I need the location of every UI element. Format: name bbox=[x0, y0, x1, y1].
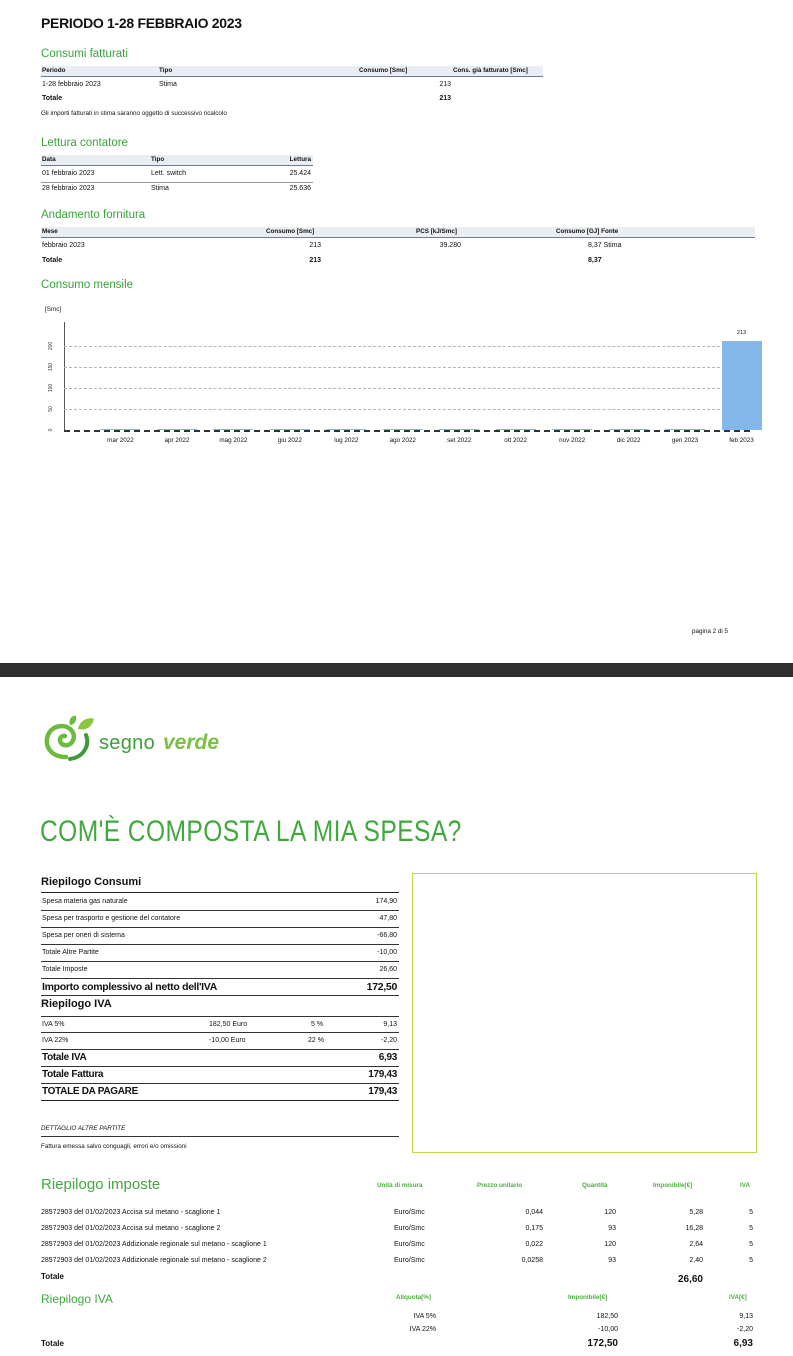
table-row bbox=[41, 1323, 755, 1337]
cell-imponibile: 2,64 bbox=[689, 1241, 703, 1248]
cell-imponibile: 2,40 bbox=[689, 1257, 703, 1264]
iva-label: IVA 22% bbox=[42, 1037, 69, 1044]
totale-fattura-row bbox=[41, 1067, 399, 1084]
cell-iva: 5 bbox=[749, 1225, 753, 1232]
iva-rate: 5 % bbox=[311, 1021, 324, 1028]
col-cons-gia-fatturato: Cons. già fatturato [Smc] bbox=[453, 67, 528, 74]
table-row bbox=[41, 1016, 399, 1033]
chart-ytick-label: 150 bbox=[48, 362, 54, 372]
logo-text-bold: verde bbox=[163, 731, 220, 754]
cell-data: 28 febbraio 2023 bbox=[42, 185, 95, 192]
table-row bbox=[41, 962, 399, 979]
totale-fattura-label: Totale Fattura bbox=[42, 1069, 104, 1080]
cell-iva: -2,20 bbox=[737, 1326, 753, 1333]
cell-imponibile: 182,50 bbox=[596, 1313, 618, 1320]
col-periodo: Periodo bbox=[42, 67, 66, 74]
chart-bar bbox=[383, 429, 423, 430]
cell-mese: febbraio 2023 bbox=[42, 242, 85, 249]
chart-gridline bbox=[64, 346, 750, 347]
consumi-fatturati-title: Consumi fatturati bbox=[41, 48, 128, 60]
logo-text-light: segno bbox=[99, 732, 155, 754]
chart-xtick-label: apr 2022 bbox=[164, 437, 190, 444]
total-label: Totale bbox=[42, 257, 63, 264]
cell-descrizione: 28572903 del 01/02/2023 Addizionale regionale sul metano - scaglione 2 bbox=[41, 1257, 267, 1264]
col-quantita: Quantità bbox=[582, 1182, 608, 1189]
cell-tipo: Stima bbox=[159, 81, 177, 88]
cell-unita: Euro/Smc bbox=[394, 1257, 425, 1264]
total-iva: 6,93 bbox=[733, 1338, 753, 1349]
cell-unita: Euro/Smc bbox=[394, 1209, 425, 1216]
chart-xtick-label: set 2022 bbox=[447, 437, 472, 444]
cell-imponibile: 16,28 bbox=[685, 1225, 703, 1232]
chart-xtick-label: mag 2022 bbox=[219, 437, 248, 444]
page-number: pagina 2 di 5 bbox=[692, 628, 729, 635]
dettaglio-altre-partite-title: DETTAGLIO ALTRE PARTITE bbox=[41, 1125, 126, 1132]
cell-periodo: 1-28 febbraio 2023 bbox=[42, 81, 101, 88]
cell-quantita: 120 bbox=[604, 1209, 616, 1216]
main-title: COM'È COMPOSTA LA MIA SPESA? bbox=[40, 815, 462, 848]
cell-prezzo: 0,022 bbox=[525, 1241, 543, 1248]
cell-prezzo: 0,044 bbox=[525, 1209, 543, 1216]
cell-aliquota: IVA 5% bbox=[413, 1313, 436, 1320]
col-imponibile: Imponibile[€] bbox=[568, 1294, 608, 1301]
chart-bar bbox=[665, 429, 705, 430]
chart-xtick-label: gen 2023 bbox=[671, 437, 699, 444]
chart-ylabel: [Smc] bbox=[45, 306, 62, 313]
table-row bbox=[41, 945, 399, 962]
col-mese: Mese bbox=[42, 228, 58, 235]
cell-lettura: 25.424 bbox=[289, 170, 311, 177]
chart-xtick-label: dic 2022 bbox=[616, 437, 641, 444]
chart-xtick-label: giu 2022 bbox=[277, 437, 302, 444]
page-divider bbox=[0, 663, 793, 677]
chart-xtick-label: ott 2022 bbox=[504, 437, 528, 444]
cell-tipo: Stima bbox=[151, 185, 169, 192]
totale-fattura-value: 179,43 bbox=[368, 1069, 397, 1080]
cell-unita: Euro/Smc bbox=[394, 1225, 425, 1232]
chart-bar bbox=[439, 429, 479, 430]
row-label: Spesa materia gas naturale bbox=[42, 898, 128, 905]
row-value: 47,80 bbox=[379, 915, 397, 922]
chart-bar bbox=[552, 429, 592, 430]
period-title: PERIODO 1-28 FEBBRAIO 2023 bbox=[41, 15, 242, 31]
col-iva-eur: IVA[€] bbox=[729, 1294, 747, 1301]
cell-iva: 5 bbox=[749, 1257, 753, 1264]
table-row bbox=[41, 894, 399, 911]
cell-iva: 5 bbox=[749, 1241, 753, 1248]
consumo-mensile-chart bbox=[0, 0, 793, 450]
totale-iva-label: Totale IVA bbox=[42, 1052, 87, 1063]
chart-bar bbox=[609, 429, 649, 430]
col-lettura: Lettura bbox=[289, 156, 311, 163]
cell-imponibile: -10,00 bbox=[598, 1326, 618, 1333]
total-label: Totale bbox=[41, 1339, 64, 1348]
importo-value: 172,50 bbox=[366, 981, 397, 993]
row-label: Spesa per trasporto e gestione del contatore bbox=[42, 915, 181, 922]
chart-xtick-label: lug 2022 bbox=[334, 437, 359, 444]
cell-descrizione: 28572903 del 01/02/2023 Addizionale regionale sul metano - scaglione 1 bbox=[41, 1241, 267, 1248]
cell-aliquota: IVA 22% bbox=[409, 1326, 436, 1333]
row-label: Totale Altre Partite bbox=[42, 949, 99, 956]
table-row bbox=[41, 1254, 755, 1268]
chart-gridline bbox=[64, 409, 750, 410]
cell-unita: Euro/Smc bbox=[394, 1241, 425, 1248]
chart-ytick-label: 0 bbox=[48, 428, 54, 432]
chart-ytick-label: 50 bbox=[48, 406, 54, 412]
total-value: 26,60 bbox=[677, 1274, 703, 1285]
cell-consumo: 213 bbox=[439, 81, 451, 88]
chart-xtick-label: ago 2022 bbox=[389, 437, 416, 444]
total-consumo: 213 bbox=[309, 257, 321, 264]
total-imponibile: 172,50 bbox=[587, 1338, 618, 1349]
cell-gj-fonte: 8,37 Stima bbox=[588, 242, 622, 249]
cell-iva: 9,13 bbox=[739, 1313, 753, 1320]
iva-label: IVA 5% bbox=[42, 1021, 65, 1028]
table-total-row bbox=[41, 1337, 755, 1351]
col-imponibile: Imponibile[€] bbox=[653, 1182, 693, 1189]
cell-imponibile: 5,28 bbox=[689, 1209, 703, 1216]
chart-bar bbox=[326, 429, 366, 430]
table-total-row bbox=[41, 1270, 755, 1284]
cell-descrizione: 28572903 del 01/02/2023 Accisa sul metano - scaglione 1 bbox=[41, 1209, 221, 1216]
cell-tipo: Lett. switch bbox=[151, 170, 187, 177]
stima-note: Gli importi fatturati in stima saranno oggetto di successivo ricalcolo bbox=[41, 110, 227, 117]
chart-ytick-label: 200 bbox=[48, 341, 54, 351]
totale-pagare-row bbox=[41, 1084, 399, 1101]
table-row bbox=[41, 1033, 399, 1050]
chart-bar bbox=[157, 429, 197, 430]
total-label: Totale bbox=[42, 95, 63, 102]
row-value: -10,00 bbox=[377, 949, 397, 956]
row-value: 174,90 bbox=[375, 898, 397, 905]
table-row bbox=[41, 1310, 755, 1324]
col-iva: IVA bbox=[740, 1182, 751, 1189]
col-aliquota: Aliquota[%] bbox=[396, 1294, 431, 1301]
total-gj: 8,37 bbox=[588, 257, 602, 264]
riepilogo-iva-title: Riepilogo IVA bbox=[41, 998, 112, 1010]
chart-gridline bbox=[64, 367, 750, 368]
riepilogo-imposte-title: Riepilogo imposte bbox=[41, 1176, 161, 1193]
table-row bbox=[41, 1206, 755, 1220]
chart-xtick-label: nov 2022 bbox=[559, 437, 586, 444]
riepilogo-consumi-title: Riepilogo Consumi bbox=[41, 876, 142, 888]
lettura-contatore-title: Lettura contatore bbox=[41, 137, 128, 149]
cell-pcs: 39.280 bbox=[439, 242, 461, 249]
totale-iva-value: 6,93 bbox=[378, 1052, 397, 1063]
col-prezzo-unitario: Prezzo unitario bbox=[477, 1182, 523, 1189]
cell-quantita: 93 bbox=[608, 1225, 616, 1232]
chart-bar bbox=[270, 429, 310, 430]
riepilogo-consumi-rule bbox=[41, 892, 399, 893]
table-row bbox=[41, 1222, 755, 1236]
iva-base: 182,50 Euro bbox=[209, 1021, 248, 1028]
chart-ytick-label: 100 bbox=[48, 383, 54, 393]
table-row bbox=[41, 911, 399, 928]
cell-quantita: 120 bbox=[604, 1241, 616, 1248]
totale-iva-row bbox=[41, 1050, 399, 1067]
chart-bar bbox=[213, 429, 253, 430]
totale-pagare-label: TOTALE DA PAGARE bbox=[42, 1086, 138, 1097]
consumo-mensile-title: Consumo mensile bbox=[41, 279, 134, 291]
importo-netto-row bbox=[41, 979, 399, 996]
col-consumo-gj-fonte: Consumo [GJ] Fonte bbox=[556, 228, 619, 235]
cell-descrizione: 28572903 del 01/02/2023 Accisa sul metano - scaglione 2 bbox=[41, 1225, 221, 1232]
cell-data: 01 febbraio 2023 bbox=[42, 170, 95, 177]
riepilogo-iva-table-title: Riepilogo IVA bbox=[41, 1292, 113, 1306]
total-value: 213 bbox=[439, 95, 451, 102]
cell-prezzo: 0,175 bbox=[525, 1225, 543, 1232]
cell-quantita: 93 bbox=[608, 1257, 616, 1264]
importo-label: Importo complessivo al netto dell'IVA bbox=[42, 981, 217, 993]
col-tipo: Tipo bbox=[159, 67, 173, 74]
iva-base: -10,00 Euro bbox=[209, 1037, 246, 1044]
cell-consumo: 213 bbox=[309, 242, 321, 249]
chart-xtick-label: mar 2022 bbox=[107, 437, 134, 444]
table-row bbox=[41, 1238, 755, 1252]
andamento-fornitura-title: Andamento fornitura bbox=[41, 209, 146, 221]
segnoverde-logo bbox=[40, 715, 240, 765]
row-value: 26,60 bbox=[379, 966, 397, 973]
chart-bar bbox=[496, 429, 536, 430]
col-tipo: Tipo bbox=[151, 156, 165, 163]
total-label: Totale bbox=[41, 1272, 64, 1281]
col-consumo: Consumo [Smc] bbox=[359, 67, 408, 74]
row-value: -66,80 bbox=[377, 932, 397, 939]
col-data: Data bbox=[42, 156, 56, 163]
dettaglio-rule bbox=[41, 1136, 399, 1137]
chart-bar bbox=[722, 341, 762, 430]
iva-value: -2,20 bbox=[381, 1037, 397, 1044]
iva-value: 9,13 bbox=[383, 1021, 397, 1028]
chart-placeholder-box bbox=[412, 873, 757, 1153]
spiral-leaf-icon bbox=[40, 715, 96, 765]
col-unita-misura: Unità di misura bbox=[377, 1182, 423, 1189]
iva-rate: 22 % bbox=[308, 1037, 324, 1044]
chart-data-label: 213 bbox=[736, 329, 747, 336]
row-label: Spesa per oneri di sistema bbox=[42, 932, 125, 939]
dettaglio-text: Fattura emessa salvo conguagli, errori e/o omissioni bbox=[41, 1143, 187, 1150]
row-label: Totale Imposte bbox=[42, 966, 88, 973]
col-pcs: PCS [kJ/Smc] bbox=[416, 228, 457, 235]
chart-gridline bbox=[64, 388, 750, 389]
col-consumo: Consumo [Smc] bbox=[266, 228, 315, 235]
cell-lettura: 25.636 bbox=[289, 185, 311, 192]
chart-xtick-label: feb 2023 bbox=[729, 437, 754, 444]
cell-iva: 5 bbox=[749, 1209, 753, 1216]
chart-bar bbox=[100, 429, 140, 430]
table-row bbox=[41, 928, 399, 945]
totale-pagare-value: 179,43 bbox=[368, 1086, 397, 1097]
cell-prezzo: 0,0258 bbox=[521, 1257, 543, 1264]
